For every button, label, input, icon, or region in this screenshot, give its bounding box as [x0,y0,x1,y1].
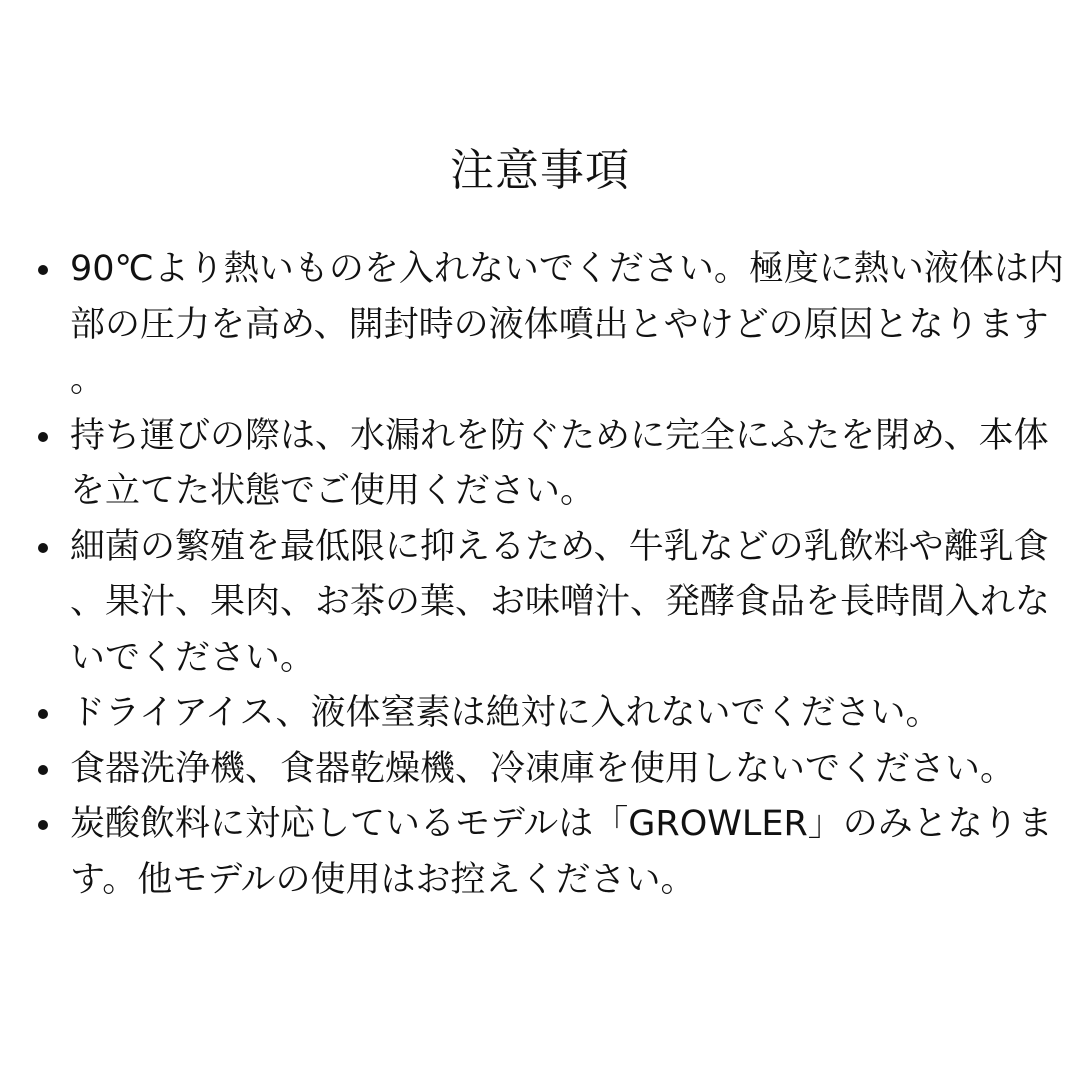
notice-item-5 [70,742,1074,798]
bullet-icon [38,820,48,830]
notice-list [70,242,1074,908]
notice-text-2: 持ち運びの際は、水漏れを防ぐために完全にふたを閉め、本体を立てた状態でご使用ください。 [70,415,1049,511]
bullet-icon [38,543,48,553]
notice-item-6 [70,797,1074,908]
bullet-icon [38,765,48,775]
notice-item-4 [70,686,1074,742]
notice-text-3: 細菌の繁殖を最低限に抑えるため、牛乳などの乳飲料や離乳食、果汁、果肉、お茶の葉、お味噌汁、発酵食品を長時間入れないでください。 [70,526,1051,678]
notice-item-3 [70,520,1074,687]
page-title: 注意事項 [450,145,630,197]
notice-text-4: ドライアイス、液体窒素は絶対に入れないでください。 [70,693,941,733]
notice-item-1 [70,242,1074,409]
bullet-icon [38,265,48,275]
notice-text-1: 90℃より熱いものを入れないでください。極度に熱い液体は内部の圧力を高め、開封時の液体噴出とやけどの原因となります。 [70,249,1064,400]
bullet-icon [38,432,48,442]
notice-text-6: 炭酸飲料に対応しているモデルは「GROWLER」のみとなります。他モデルの使用はお控えください。 [70,804,1053,900]
notice-text-5: 食器洗浄機、食器乾燥機、冷凍庫を使用しないでください。 [70,748,1016,789]
bullet-icon [38,709,48,719]
notice-item-2 [70,409,1074,520]
